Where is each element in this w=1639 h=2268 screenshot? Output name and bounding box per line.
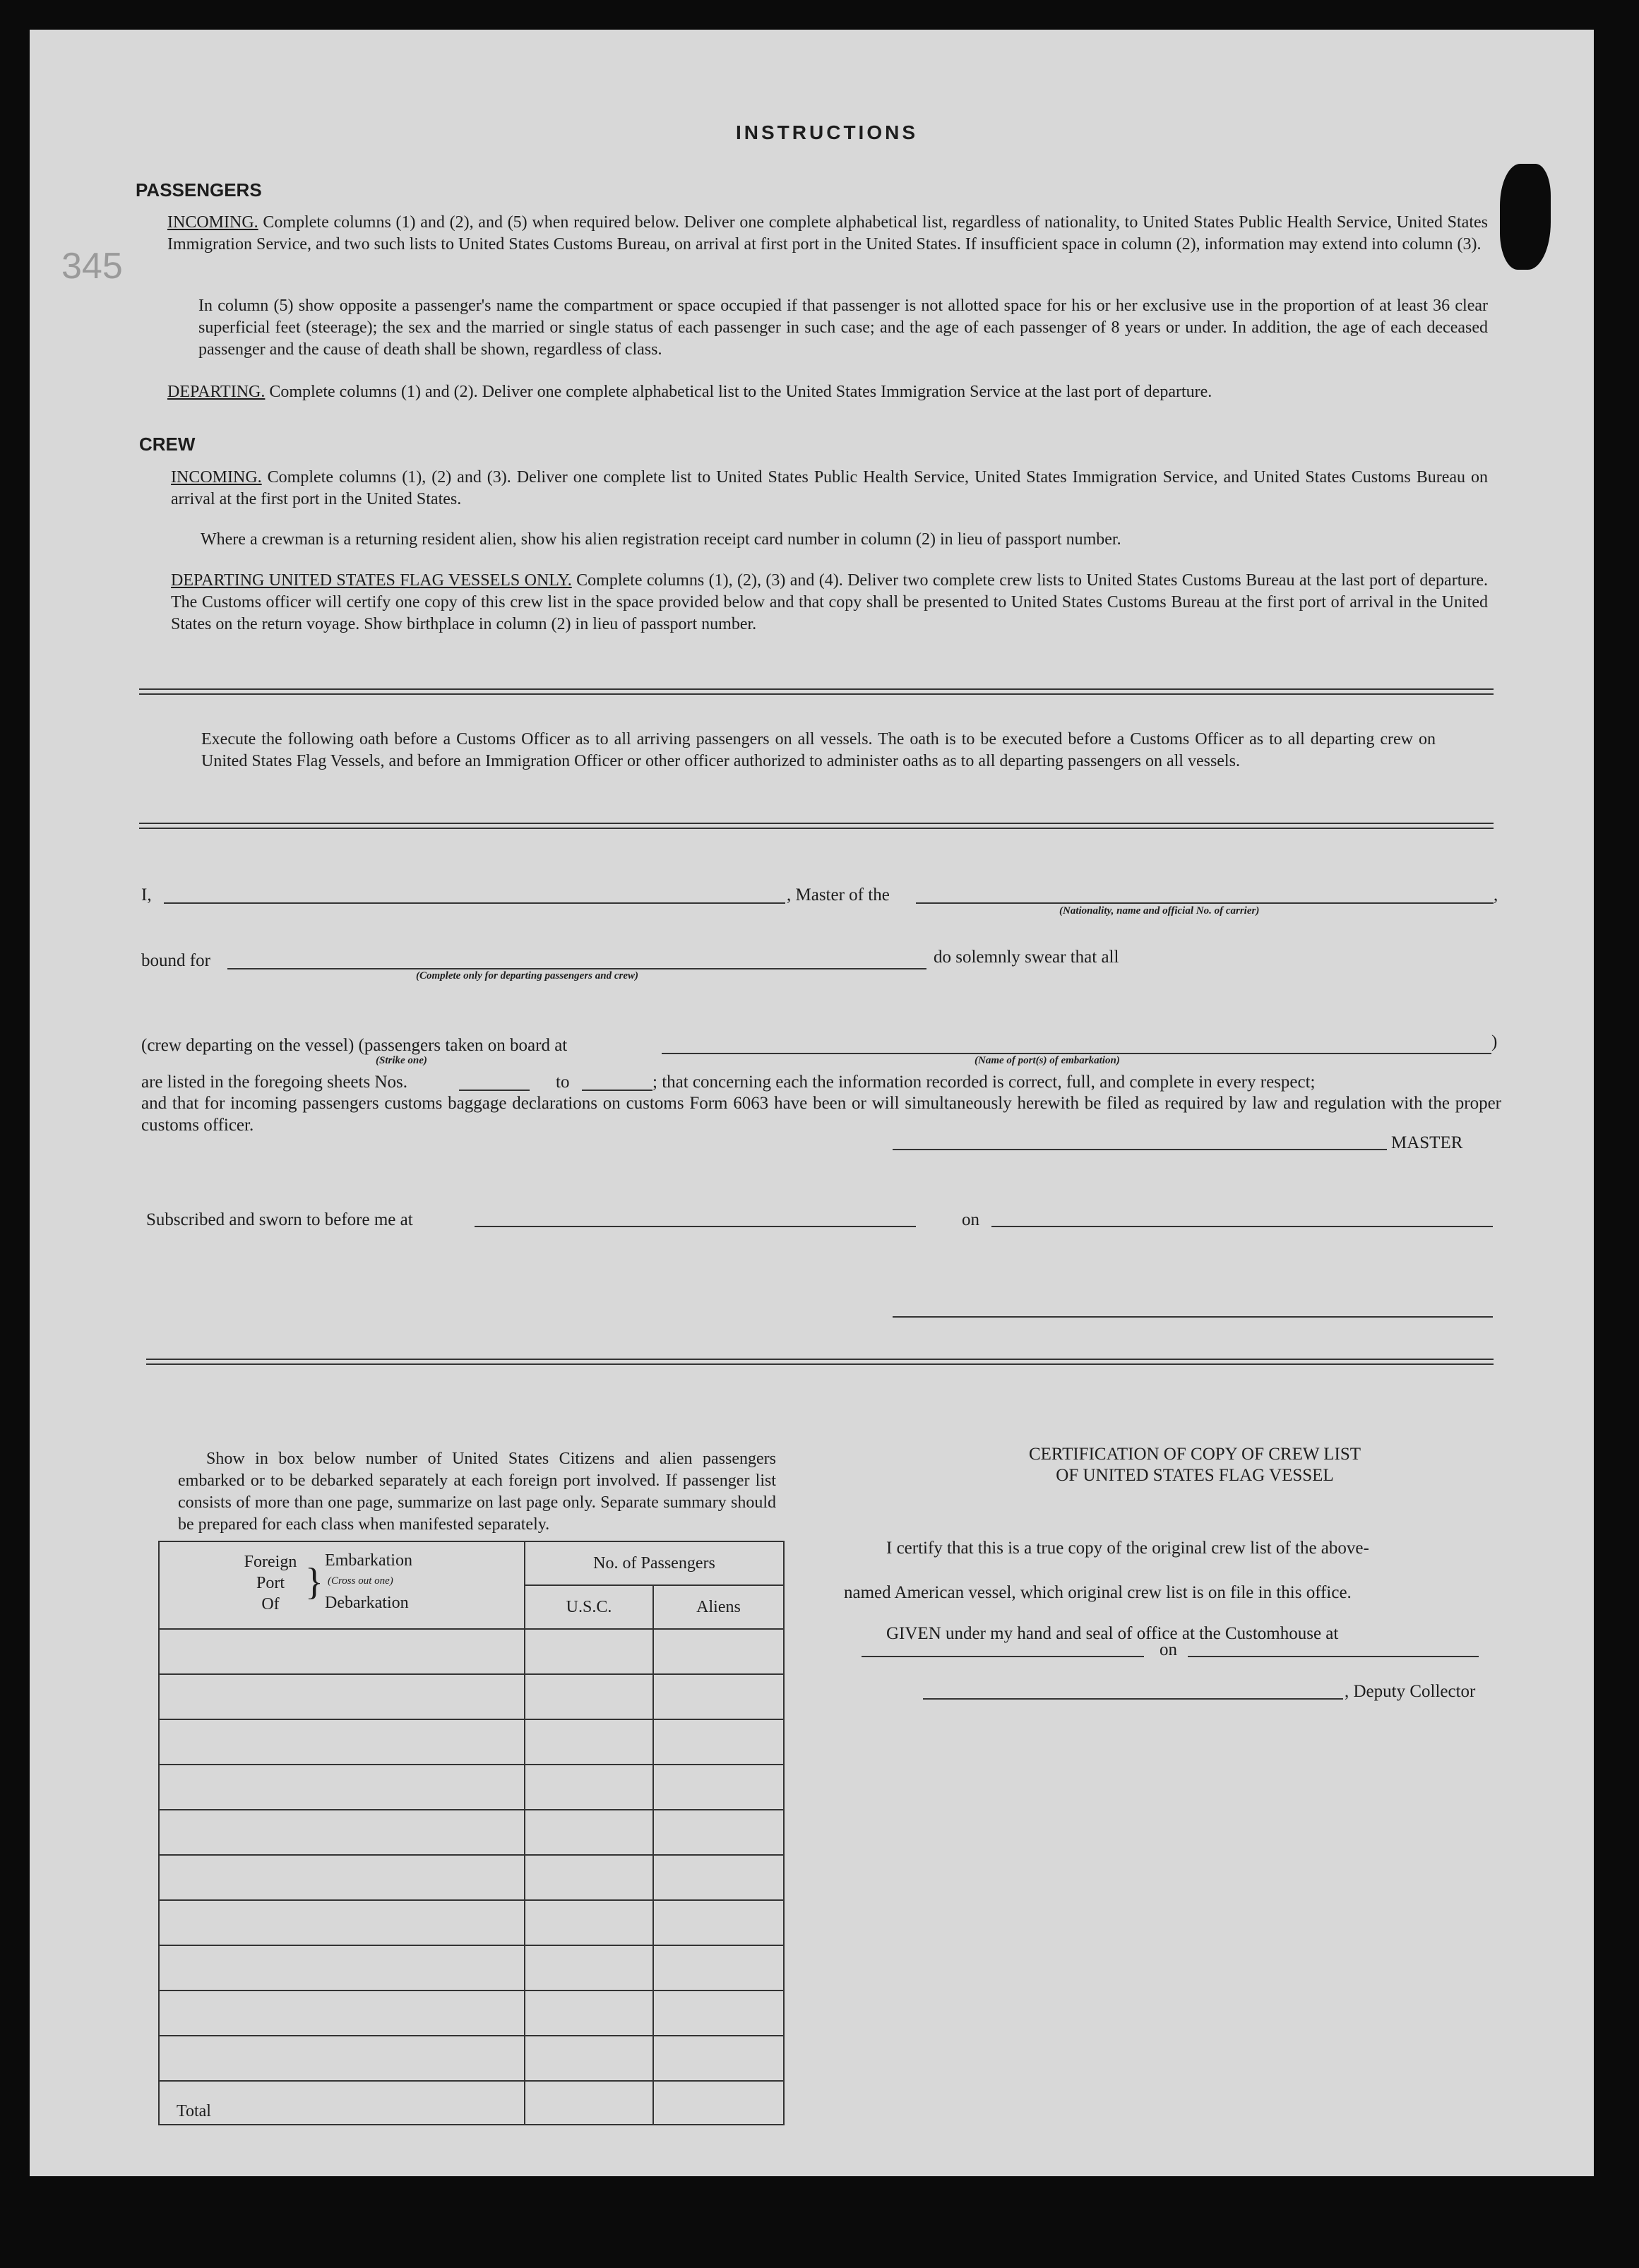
- oath-instructions: Execute the following oath before a Customs Officer as to all arriving passengers on all vessels. The oath is to be executed before a Customs Officer as to all departing crew on United States Flag Vessels, and before an Immigration Officer or other officer authorized to administer oaths as to all departing passengers on all vessels.: [201, 730, 1436, 770]
- crew-incoming-paragraph: [171, 467, 1488, 511]
- table-row: [159, 1765, 784, 1810]
- debarkation-label: Debarkation: [325, 1594, 409, 1612]
- table-row: [159, 1629, 784, 1674]
- passengers-column5-paragraph: In column (5) show opposite a passenger's name the compartment or space occupied if that passenger is not allotted space for his or her exclusive use in the proportion of at least 36 clear superficial feet (steerage); the sex and the married or single status of each passenger in such case; and the age of each passenger of 8 years or under. In addition, the age of each deceased passenger and the cause of death shall be shown, regardless of class.: [198, 297, 1488, 359]
- passengers-departing-paragraph: [167, 381, 1488, 403]
- foreign-label: Foreign: [244, 1553, 297, 1571]
- deputy-collector-signature-field[interactable]: [923, 1698, 1343, 1700]
- usc-cell[interactable]: [525, 1765, 653, 1810]
- port-header-cell: [159, 1541, 525, 1629]
- carrier-field[interactable]: [916, 902, 1494, 904]
- aliens-cell[interactable]: [653, 1674, 784, 1719]
- sheet-from-field[interactable]: [459, 1090, 530, 1091]
- usc-cell[interactable]: [525, 1945, 653, 1991]
- deputy-collector-label: , Deputy Collector: [1345, 1682, 1476, 1701]
- on-label: on: [962, 1210, 979, 1229]
- passengers-incoming-label: INCOMING.: [167, 213, 258, 232]
- sworn-place-field[interactable]: [475, 1226, 916, 1227]
- usc-header: U.S.C.: [525, 1585, 653, 1629]
- master-label: MASTER: [1391, 1133, 1463, 1152]
- table-row: [159, 1719, 784, 1765]
- strike-caption: (Strike one): [376, 1055, 427, 1066]
- bound-for-field[interactable]: [227, 968, 926, 969]
- usc-cell[interactable]: [525, 1674, 653, 1719]
- comma-text: ,: [1494, 885, 1498, 905]
- page-title: INSTRUCTIONS: [736, 121, 918, 143]
- embarkation-port-field[interactable]: [662, 1053, 1491, 1054]
- foreign-port-of-label: [237, 1551, 304, 1615]
- given-text: GIVEN under my hand and seal of office at the Customhouse at: [886, 1624, 1339, 1643]
- customhouse-field[interactable]: [862, 1656, 1144, 1657]
- cert-date-field[interactable]: [1188, 1656, 1479, 1657]
- brace: }: [305, 1560, 323, 1603]
- aliens-cell[interactable]: [653, 1629, 784, 1674]
- table-row: [159, 1991, 784, 2036]
- table-row: [159, 1900, 784, 1945]
- port-cell[interactable]: [159, 1945, 525, 1991]
- torn-hole: [1500, 164, 1551, 270]
- port-cell[interactable]: [159, 1855, 525, 1900]
- port-cell[interactable]: [159, 1719, 525, 1765]
- passengers-incoming-paragraph: [167, 212, 1488, 256]
- port-cell[interactable]: [159, 1900, 525, 1945]
- table-row: [159, 1674, 784, 1719]
- cert-on-label: on: [1160, 1640, 1177, 1659]
- ports-caption: (Name of port(s) of embarkation): [975, 1055, 1120, 1066]
- total-row: [159, 2081, 784, 2125]
- passengers-departing-label: DEPARTING.: [167, 383, 266, 401]
- oath-i-label: I,: [141, 885, 152, 905]
- usc-total-cell[interactable]: [525, 2081, 653, 2125]
- port-cell[interactable]: [159, 1765, 525, 1810]
- table-row: [159, 1810, 784, 1855]
- swear-text: do solemnly swear that all: [934, 948, 1119, 967]
- port-label: Port: [256, 1574, 285, 1592]
- aliens-cell[interactable]: [653, 1991, 784, 2036]
- sheet-to-field[interactable]: [582, 1090, 652, 1091]
- table-row: [159, 1945, 784, 1991]
- certification-title: [912, 1444, 1477, 1486]
- usc-cell[interactable]: [525, 2036, 653, 2081]
- port-cell[interactable]: [159, 1991, 525, 2036]
- listed-text: ; that concerning each the information recorded is correct, full, and complete in every respect;: [652, 1073, 1316, 1092]
- crew-heading: CREW: [139, 434, 196, 455]
- usc-cell[interactable]: [525, 1991, 653, 2036]
- table-row: [159, 2036, 784, 2081]
- port-cell[interactable]: [159, 1629, 525, 1674]
- listed-label: are listed in the foregoing sheets Nos.: [141, 1073, 407, 1092]
- bound-for-label: bound for: [141, 951, 210, 970]
- of-label: Of: [261, 1595, 280, 1613]
- passengers-header: No. of Passengers: [525, 1541, 784, 1585]
- box-instructions: Show in box below number of United States Citizens and alien passengers embarked or to be debarked separately at each foreign port involved. If passenger list consists of more than one page, summarize on last page only. Separate summary should be prepared for each class when manifested separately.: [178, 1450, 776, 1534]
- passengers-departing-text: Complete columns (1) and (2). Deliver one complete alphabetical list to the United States Immigration Service at the last port of departure.: [269, 383, 1212, 401]
- port-cell[interactable]: [159, 1674, 525, 1719]
- officer-signature-field[interactable]: [893, 1316, 1493, 1318]
- bound-caption: (Complete only for departing passengers and crew): [416, 970, 638, 981]
- aliens-total-cell[interactable]: [653, 2081, 784, 2125]
- master-signature-field[interactable]: [893, 1149, 1387, 1150]
- passenger-summary-table: [158, 1541, 785, 2125]
- aliens-cell[interactable]: [653, 1855, 784, 1900]
- embarkation-label: Embarkation: [325, 1551, 412, 1570]
- aliens-cell[interactable]: [653, 2036, 784, 2081]
- total-label: Total: [159, 2081, 525, 2125]
- listed-continuation: and that for incoming passengers customs baggage declarations on customs Form 6063 have been or will simultaneously herewith be filed as required by law and regulation with the proper customs officer.: [141, 1094, 1501, 1135]
- divider: [146, 1359, 1494, 1365]
- port-cell[interactable]: [159, 1810, 525, 1855]
- divider: [139, 688, 1494, 695]
- crew-departing-label: DEPARTING UNITED STATES FLAG VESSELS ONLY.: [171, 571, 572, 590]
- aliens-cell[interactable]: [653, 1810, 784, 1855]
- cross-out-caption: (Cross out one): [328, 1575, 393, 1587]
- aliens-cell[interactable]: [653, 1945, 784, 1991]
- margin-number: 345: [61, 246, 123, 287]
- form-page: [30, 30, 1594, 2176]
- crew-departing-text: (crew departing on the vessel) (passengers taken on board at: [141, 1036, 568, 1055]
- crew-incoming-label: INCOMING.: [171, 468, 262, 487]
- usc-cell[interactable]: [525, 1629, 653, 1674]
- listed-to-label: to: [556, 1073, 570, 1092]
- master-of-label: , Master of the: [787, 885, 890, 905]
- usc-cell[interactable]: [525, 1900, 653, 1945]
- certification-title-line-1: CERTIFICATION OF COPY OF CREW LIST: [1028, 1445, 1361, 1464]
- passengers-incoming-text: Complete columns (1) and (2), and (5) when required below. Deliver one complete alphabetical list, regardless of nationality, to United States Public Health Service, United States Immigration Service, and two such lists to United States Customs Bureau, on arrival at first port in the United States. If insufficient space in column (2), information may extend into column (3).: [167, 213, 1488, 253]
- crew-resident-paragraph: Where a crewman is a returning resident alien, show his alien registration receipt card number in column (2) in lieu of passport number.: [201, 530, 1121, 549]
- aliens-header: Aliens: [653, 1585, 784, 1629]
- port-cell[interactable]: [159, 2036, 525, 2081]
- crew-departing-paragraph: [171, 570, 1488, 635]
- subscribed-label: Subscribed and sworn to before me at: [146, 1210, 413, 1229]
- sworn-date-field[interactable]: [991, 1226, 1493, 1227]
- usc-cell[interactable]: [525, 1855, 653, 1900]
- crew-departing-text: Complete columns (1), (2), (3) and (4). Deliver two complete crew lists to United States Customs Bureau at the last port of departure. The Customs officer will certify one copy of this crew list in the space provided below and that copy shall be presented to United States Customs Bureau at the first port of arrival in the United States on the return voyage. Show birthplace in column (2) in lieu of passport number.: [171, 571, 1489, 633]
- certification-title-line-2: OF UNITED STATES FLAG VESSEL: [1056, 1466, 1334, 1485]
- master-name-field[interactable]: [164, 902, 785, 904]
- aliens-cell[interactable]: [653, 1765, 784, 1810]
- usc-cell[interactable]: [525, 1810, 653, 1855]
- usc-cell[interactable]: [525, 1719, 653, 1765]
- certify-line-2: named American vessel, which original crew list is on file in this office.: [844, 1583, 1352, 1602]
- certify-line-1: I certify that this is a true copy of the original crew list of the above-: [886, 1539, 1369, 1558]
- aliens-cell[interactable]: [653, 1900, 784, 1945]
- crew-incoming-text: Complete columns (1), (2) and (3). Deliver one complete list to United States Public Health Service, United States Immigration Service, and United States Customs Bureau on arrival at the first port in the United States.: [171, 468, 1489, 508]
- close-paren: ): [1491, 1032, 1498, 1051]
- divider: [139, 823, 1494, 829]
- aliens-cell[interactable]: [653, 1719, 784, 1765]
- table-row: [159, 1855, 784, 1900]
- nationality-caption: (Nationality, name and official No. of carrier): [1059, 905, 1260, 917]
- passengers-heading: PASSENGERS: [136, 179, 262, 201]
